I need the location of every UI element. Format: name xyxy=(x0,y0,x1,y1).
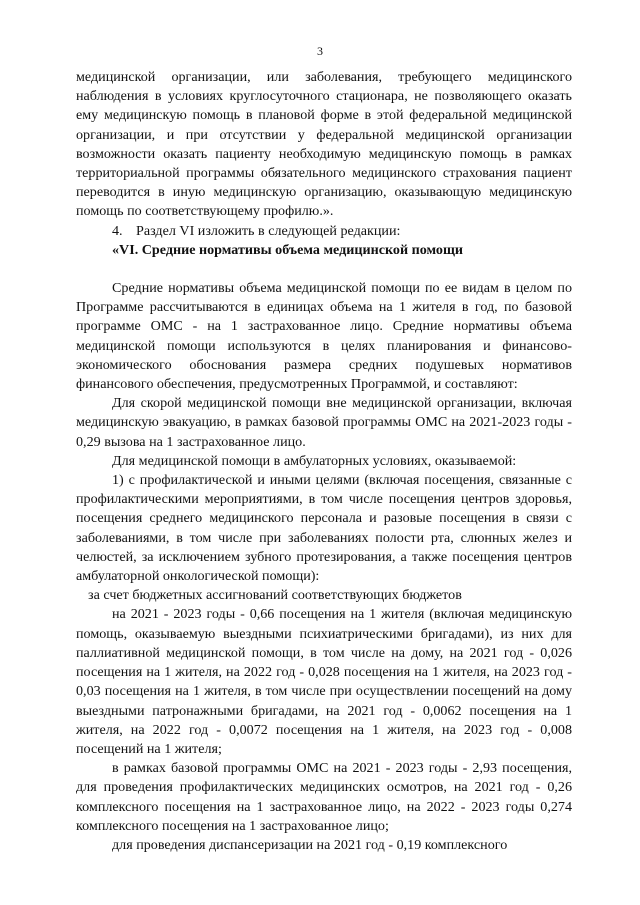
blank-line xyxy=(76,260,572,279)
section-heading: «VI. Средние нормативы объема медицинской помощи xyxy=(112,241,463,258)
paragraph-ambulance: Для скорой медицинской помощи вне медицинской организации, включая медицинскую эвакуацию, в рамках базовой программы ОМС на 2021-2023 годы - 0,29 вызова на 1 застрахованное лицо. xyxy=(76,395,572,450)
paragraph-intro: Средние нормативы объема медицинской помощи по ее видам в целом по Программе рассчитываются в единицах объема на 1 жителя в год, по базовой программе ОМС - на 1 застрахованное лицо. Средние нормативы объема медицинской помощи используются в целях планирования и финансово-экономического обоснования размера средних подушевых нормативов финансового обеспечения, предусмотренных Программой, и составляют: xyxy=(76,280,572,393)
paragraph-oms-visits: в рамках базовой программы ОМС на 2021 - 2023 годы - 2,93 посещения, для проведения профилактических медицинских осмотров, на 2021 год - 0,26 комплексного посещения на 1 застрахованное лицо, на 2022 - 2023 годы 0,274 комплексного посещения на 1 застрахованное лицо; xyxy=(76,760,572,834)
page-number: 3 xyxy=(317,44,323,58)
list-item-4 xyxy=(76,222,572,241)
paragraph-budget: за счет бюджетных ассигнований соответствующих бюджетов xyxy=(88,587,462,604)
paragraph-outpatient: Для медицинской помощи в амбулаторных условиях, оказываемой: xyxy=(112,452,517,469)
list-item-number: 4. xyxy=(112,222,123,239)
list-item-text: Раздел VI изложить в следующей редакции: xyxy=(136,222,401,239)
paragraph-visits-2021-2023: на 2021 - 2023 годы - 0,66 посещения на 1 жителя (включая медицинскую помощь, оказываемую выездными психиатрическими бригадами), из них для паллиативной медицинской помощи, в том числе на дому, на 2021 год - 0,026 посещения на 1 жителя, на 2022 год - 0,028 посещения на 1 жителя, на 2023 год - 0,03 посещения на 1 жителя, в том числе при осуществлении посещений на дому выездными патронажными бригадами, на 2021 год - 0,0062 посещения на 1 жителя, на 2022 год - 0,0072 посещения на 1 жителя, на 2023 год - 0,008 посещений на 1 жителя; xyxy=(76,606,572,757)
paragraph-preventive: 1) с профилактической и иными целями (включая посещения, связанные с профилактическими мероприятиями, в том числе посещения центров здоровья, посещения среднего медицинского персонала и разовые посещения в связи с заболеваниями, в том числе при заболеваниях полости рта, слюнных желез и челюстей, за исключением зубного протезирования, а также посещения центров амбулаторной онкологической помощи): xyxy=(76,472,572,585)
document-body xyxy=(76,68,572,855)
paragraph-continuation: медицинской организации, или заболевания, требующего медицинского наблюдения в условиях круглосуточного стационара, не позволяющего оказать ему медицинскую помощь в плановой форме в этой федеральной медицинской организации, и при отсутствии у федеральной медицинской организации возможности оказать пациенту необходимую медицинскую помощь в рамках территориальной программы обязательного медицинского страхования пациент переводится в иную медицинскую организацию, оказывающую медицинскую помощь по соответствующему профилю.». xyxy=(76,69,572,220)
paragraph-dispensary: для проведения диспансеризации на 2021 год - 0,19 комплексного xyxy=(112,836,508,853)
